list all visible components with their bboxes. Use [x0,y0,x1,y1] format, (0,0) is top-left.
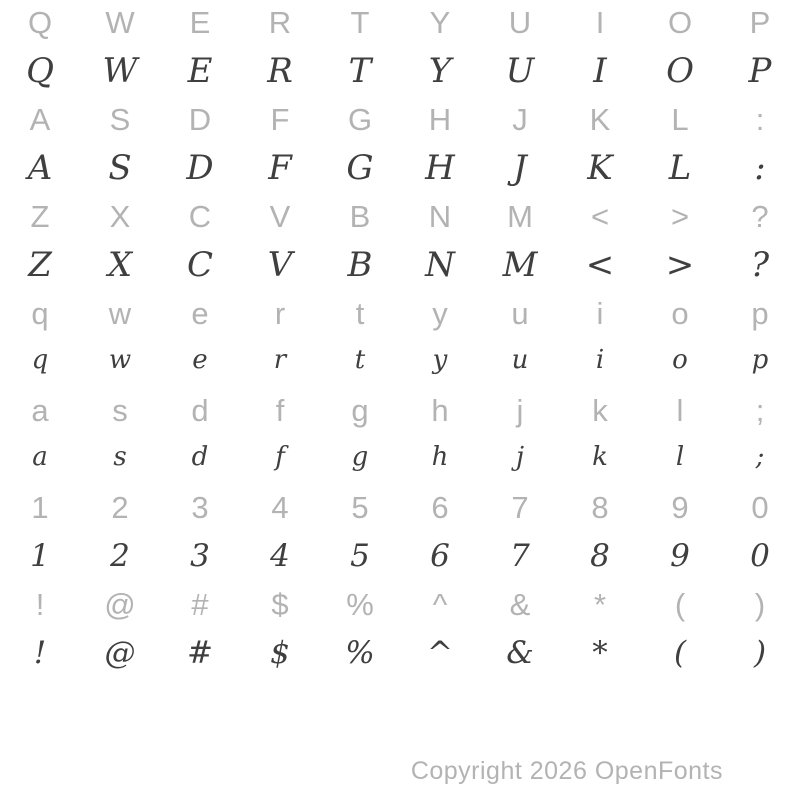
keycap-char-script: # [187,635,213,671]
char-cell [320,291,400,388]
keycap-char-sans: % [346,587,374,622]
char-cell [240,97,320,194]
keycap-char-sans: 0 [751,490,769,525]
char-cell [720,194,800,291]
keycap-char-script: % [345,635,375,671]
char-row-uppercase-home [0,97,800,194]
keycap-char-sans: I [595,5,605,40]
char-cell [0,194,80,291]
char-row-symbols [0,582,800,679]
keycap-char-script: * [592,635,608,671]
keycap-char-script: 2 [110,538,130,574]
keycap-char-sans: ^ [432,587,448,622]
keycap-char-sans: : [755,102,765,137]
keycap-char-sans: 1 [31,490,49,525]
char-cell [240,291,320,388]
keycap-char-sans: G [347,102,373,137]
keycap-char-sans: U [508,5,532,40]
keycap-char-script: ) [753,635,767,671]
keycap-char-sans: 5 [351,490,369,525]
keycap-char-sans: ; [755,393,765,428]
char-cell [240,582,320,679]
keycap-char-script: : [754,148,766,188]
char-cell [560,97,640,194]
char-cell [320,97,400,194]
keycap-char-sans: 2 [111,490,129,525]
keycap-char-script: M [502,245,538,285]
char-cell [160,291,240,388]
keycap-char-sans: > [670,199,690,234]
keycap-char-script: 0 [750,538,770,574]
char-cell [720,0,800,97]
keycap-char-script: G [346,148,374,188]
char-cell [640,0,720,97]
keycap-char-script: Z [28,245,52,285]
keycap-char-sans: X [109,199,131,234]
char-cell [240,0,320,97]
char-cell [560,582,640,679]
keycap-char-script: Y [428,51,452,91]
keycap-char-script: ; [755,442,765,472]
keycap-char-script: W [102,51,138,91]
keycap-char-script: C [186,245,213,285]
keycap-char-script: t [354,345,366,375]
keycap-char-sans: @ [104,587,136,622]
keycap-char-sans: p [751,296,769,331]
keycap-char-sans: l [676,393,684,428]
char-cell [640,388,720,485]
char-cell [400,291,480,388]
char-cell [80,97,160,194]
keycap-char-sans: T [350,5,370,40]
char-cell [160,485,240,582]
keycap-char-script: L [668,148,692,188]
char-row-uppercase-bottom [0,194,800,291]
char-cell [160,97,240,194]
keycap-char-sans: W [105,5,135,40]
keycap-char-script: i [595,345,605,375]
keycap-char-sans: O [667,5,693,40]
keycap-char-sans: * [593,587,607,622]
char-cell [400,194,480,291]
char-cell [560,291,640,388]
keycap-char-script: 6 [430,538,450,574]
keycap-char-script: k [592,442,608,472]
char-cell [80,291,160,388]
keycap-char-script: Q [26,51,54,91]
keycap-char-sans: q [31,296,49,331]
keycap-char-script: P [748,51,772,91]
keycap-char-script: 7 [510,538,530,574]
keycap-char-script: F [268,148,292,188]
char-cell [640,485,720,582]
keycap-char-script: l [675,442,685,472]
char-cell [480,388,560,485]
char-cell [720,97,800,194]
keycap-char-script: 9 [670,538,690,574]
keycap-char-script: o [672,345,688,375]
keycap-char-sans: t [355,296,365,331]
char-cell [80,388,160,485]
keycap-char-sans: < [590,199,610,234]
keycap-char-sans: R [268,5,292,40]
char-cell [80,0,160,97]
char-cell [0,582,80,679]
keycap-char-sans: k [592,393,608,428]
keycap-char-sans: F [270,102,290,137]
char-cell [0,388,80,485]
keycap-char-script: 8 [590,538,610,574]
char-cell [640,194,720,291]
keycap-char-script: I [593,51,607,91]
keycap-char-sans: 9 [671,490,689,525]
keycap-char-script: E [187,51,213,91]
keycap-char-sans: j [516,393,524,428]
char-cell [80,582,160,679]
keycap-char-sans: s [112,393,128,428]
keycap-char-script: 3 [190,538,210,574]
char-cell [320,0,400,97]
keycap-char-script: O [666,51,694,91]
char-cell [160,194,240,291]
keycap-char-script: D [186,148,214,188]
char-cell [480,97,560,194]
keycap-char-sans: i [596,296,604,331]
keycap-char-script: ? [750,245,770,285]
keycap-char-script: B [347,245,373,285]
keycap-char-script: q [31,345,49,375]
keycap-char-sans: J [512,102,528,137]
keycap-char-script: r [273,345,287,375]
keycap-char-script: S [108,148,132,188]
keycap-char-script: w [108,345,132,375]
char-cell [400,97,480,194]
char-cell [320,485,400,582]
keycap-char-sans: g [351,393,369,428]
keycap-char-sans: o [671,296,689,331]
keycap-char-sans: V [269,199,291,234]
keycap-char-script: R [267,51,293,91]
keycap-char-sans: A [29,102,51,137]
char-row-lowercase-top [0,291,800,388]
keycap-char-sans: Z [30,199,50,234]
keycap-char-sans: ? [751,199,769,234]
keycap-char-script: ( [673,635,687,671]
keycap-char-script: y [432,345,448,375]
keycap-char-script: & [506,635,534,671]
keycap-char-sans: H [428,102,452,137]
char-cell [240,388,320,485]
keycap-char-sans: ( [674,587,686,622]
char-cell [160,582,240,679]
char-cell [320,194,400,291]
keycap-char-script: s [113,442,127,472]
keycap-char-sans: ) [754,587,766,622]
char-row-digits [0,485,800,582]
keycap-char-sans: 8 [591,490,609,525]
keycap-char-script: p [751,345,769,375]
keycap-char-script: 5 [350,538,370,574]
char-cell [160,388,240,485]
char-cell [400,0,480,97]
char-cell [480,582,560,679]
keycap-char-script: $ [270,635,290,671]
keycap-char-sans: r [274,296,286,331]
keycap-char-sans: Y [429,5,451,40]
char-cell [480,194,560,291]
char-cell [720,582,800,679]
keycap-char-sans: E [189,5,211,40]
char-cell [80,194,160,291]
keycap-char-sans: S [109,102,131,137]
char-cell [0,485,80,582]
char-cell [560,0,640,97]
keycap-char-script: > [665,245,695,285]
keycap-char-script: e [192,345,208,375]
keycap-char-sans: D [188,102,212,137]
char-cell [560,194,640,291]
char-cell [80,485,160,582]
char-cell [560,388,640,485]
keycap-char-sans: h [431,393,449,428]
char-cell [320,582,400,679]
keycap-char-sans: ! [35,587,45,622]
keycap-char-sans: Q [27,5,53,40]
keycap-char-script: U [505,51,535,91]
keycap-char-sans: & [509,587,531,622]
keycap-char-sans: d [191,393,209,428]
keycap-char-script: ^ [427,635,453,671]
keycap-char-sans: 7 [511,490,529,525]
keycap-char-script: J [513,148,527,188]
keycap-char-script: 1 [30,538,50,574]
keycap-char-script: V [267,245,293,285]
char-cell [480,0,560,97]
char-cell [0,291,80,388]
keycap-char-script: a [32,442,48,472]
char-cell [400,582,480,679]
keycap-char-script: ! [33,635,47,671]
keycap-char-sans: # [191,587,209,622]
keycap-char-sans: L [671,102,689,137]
keycap-char-sans: K [589,102,611,137]
char-cell [640,582,720,679]
char-cell [400,388,480,485]
char-cell [0,0,80,97]
char-cell [640,291,720,388]
keycap-char-sans: 3 [191,490,209,525]
keycap-char-sans: u [511,296,529,331]
char-cell [720,485,800,582]
keycap-char-sans: a [31,393,49,428]
char-cell [480,291,560,388]
char-row-lowercase-home [0,388,800,485]
keycap-char-sans: C [188,199,212,234]
keycap-char-sans: N [428,199,452,234]
keycap-char-script: u [511,345,529,375]
keycap-char-script: g [351,442,369,472]
char-row-uppercase-top [0,0,800,97]
keycap-char-script: d [191,442,209,472]
char-cell [560,485,640,582]
keycap-char-sans: e [191,296,209,331]
copyright-notice: Copyright 2026 OpenFonts [410,757,723,785]
keycap-char-sans: $ [271,587,289,622]
char-cell [400,485,480,582]
keycap-char-sans: w [108,296,132,331]
keycap-char-script: A [27,148,53,188]
keycap-char-sans: 4 [271,490,289,525]
keycap-char-script: H [425,148,455,188]
keycap-char-script: X [107,245,133,285]
char-cell [720,291,800,388]
char-cell [320,388,400,485]
char-cell [480,485,560,582]
keycap-char-script: < [585,245,615,285]
keycap-char-script: K [587,148,613,188]
keycap-char-script: 4 [270,538,290,574]
keycap-char-script: f [275,442,285,472]
keycap-char-sans: y [432,296,448,331]
keycap-char-script: @ [104,635,136,671]
char-cell [720,388,800,485]
keycap-char-script: T [348,51,372,91]
keycap-char-script: h [431,442,449,472]
keycap-char-script: j [515,442,525,472]
char-cell [160,0,240,97]
char-cell [640,97,720,194]
keycap-char-sans: M [507,199,533,234]
char-cell [240,194,320,291]
keycap-char-sans: P [749,5,771,40]
char-cell [0,97,80,194]
keycap-char-script: N [425,245,455,285]
keycap-char-sans: B [349,199,371,234]
keycap-char-sans: 6 [431,490,449,525]
keycap-char-sans: f [275,393,285,428]
char-cell [240,485,320,582]
